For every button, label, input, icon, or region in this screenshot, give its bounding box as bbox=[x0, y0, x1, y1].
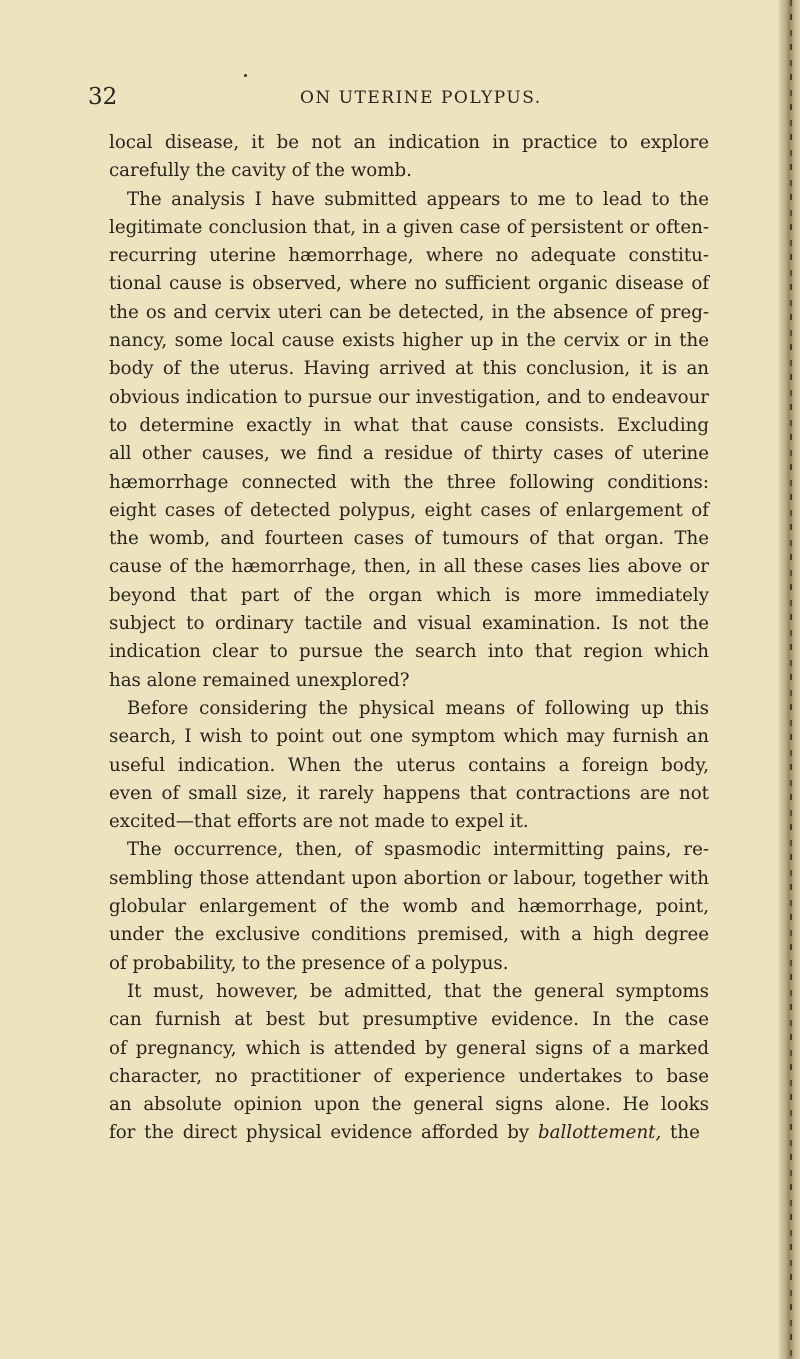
text-line: The occurrence, then, of spasmodic intermitting pains, re- bbox=[127, 839, 709, 861]
text-line: of probability, to the presence of a polypus. bbox=[109, 952, 509, 974]
text-line: hæmorrhage connected with the three following conditions: bbox=[109, 471, 709, 493]
text-line: indication clear to pursue the search into that region which bbox=[109, 641, 709, 663]
text-line: even of small size, it rarely happens that contractions are not bbox=[109, 782, 709, 804]
text-line: the womb, and fourteen cases of tumours of that organ. The bbox=[109, 528, 709, 550]
text-line: character, no practitioner of experience undertakes to base bbox=[109, 1065, 709, 1087]
text-line: globular enlargement of the womb and hæmorrhage, point, bbox=[109, 896, 709, 918]
page-edge-shadow bbox=[778, 0, 800, 1359]
text-line: cause of the hæmorrhage, then, in all these cases lies above or bbox=[109, 556, 709, 578]
ink-speck bbox=[244, 74, 247, 77]
text-line: eight cases of detected polypus, eight cases of enlargement of bbox=[109, 499, 709, 521]
text-line: obvious indication to pursue our investigation, and to endeavour bbox=[109, 386, 709, 408]
text-line: body of the uterus. Having arrived at this conclusion, it is an bbox=[109, 358, 709, 380]
text-line: beyond that part of the organ which is more immediately bbox=[109, 584, 709, 606]
text-line: The analysis I have submitted appears to me to lead to the bbox=[127, 188, 709, 210]
text-line: useful indication. When the uterus contains a foreign body, bbox=[109, 754, 709, 776]
text-line: carefully the cavity of the womb. bbox=[109, 160, 412, 182]
text-line: legitimate conclusion that, in a given case of persistent or often- bbox=[109, 216, 709, 238]
text-line-final bbox=[109, 1119, 709, 1147]
italic-term: ballottement, bbox=[537, 1122, 662, 1144]
text-line: to determine exactly in what that cause consists. Excluding bbox=[109, 414, 709, 436]
text-line: search, I wish to point out one symptom which may furnish an bbox=[109, 726, 709, 748]
text-line: of pregnancy, which is attended by general signs of a marked bbox=[109, 1037, 709, 1059]
running-head: ON UTERINE POLYPUS. bbox=[300, 88, 542, 108]
text-line: local disease, it be not an indication in practice to explore bbox=[109, 132, 709, 153]
text-line: the os and cervix uteri can be detected, in the absence of preg- bbox=[109, 301, 709, 323]
page-number: 32 bbox=[88, 84, 118, 110]
page-header bbox=[0, 82, 800, 112]
final-line-start: for the direct physical evidence afforded by bbox=[109, 1122, 530, 1144]
text-line: excited—that efforts are not made to expel it. bbox=[109, 811, 529, 833]
text-line: sembling those attendant upon abortion or labour, together with bbox=[109, 867, 709, 889]
binding-edge bbox=[790, 0, 792, 1359]
text-line: all other causes, we find a residue of thirty cases of uterine bbox=[109, 443, 709, 465]
text-line: an absolute opinion upon the general signs alone. He looks bbox=[109, 1094, 709, 1116]
text-line: nancy, some local cause exists higher up in the cervix or in the bbox=[109, 330, 709, 352]
text-line: subject to ordinary tactile and visual examination. Is not the bbox=[109, 613, 709, 635]
text-line: Before considering the physical means of following up this bbox=[127, 697, 709, 719]
text-line: under the exclusive conditions premised, with a high degree bbox=[109, 924, 709, 946]
text-line: recurring uterine hæmorrhage, where no adequate constitu- bbox=[109, 245, 709, 267]
text-line: can furnish at best but presumptive evidence. In the case bbox=[109, 1009, 709, 1031]
text-line: It must, however, be admitted, that the general symptoms bbox=[127, 980, 709, 1002]
text-line: tional cause is observed, where no sufficient organic disease of bbox=[109, 273, 709, 295]
text-line: has alone remained unexplored? bbox=[109, 669, 410, 691]
final-line-end: the bbox=[670, 1122, 700, 1144]
body-text bbox=[109, 129, 709, 1148]
